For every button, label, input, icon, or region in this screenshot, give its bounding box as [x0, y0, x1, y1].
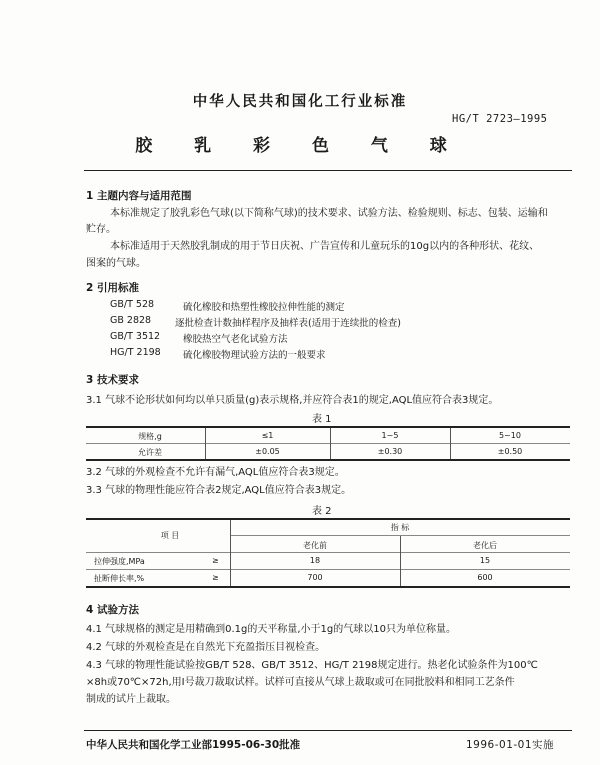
- table-1-bottom-rule: [86, 459, 570, 461]
- table-1-caption: 表 1: [312, 414, 332, 425]
- table-2-cell: 600: [477, 573, 493, 582]
- section-1-para-2-line-1: 本标准适用于天然胶乳制成的用于节日庆祝、广告宣传和儿童玩乐的10g以内的各种形状、花纹、: [110, 241, 540, 252]
- section-1-heading: 1 主题内容与适用范围: [86, 190, 192, 202]
- table-2-cell: 18: [309, 556, 321, 565]
- document-title: 胶 乳 彩 色 气 球: [135, 136, 465, 156]
- table-2-row-item: 拉伸强度,MPa: [94, 557, 145, 566]
- section-4-heading: 4 试验方法: [86, 604, 139, 616]
- table-2-row-rule: [86, 569, 570, 570]
- clause-3-2: 3.2 气球的外观检查不允许有漏气,AQL值应符合表3规定。: [86, 467, 345, 478]
- table-1-cell: ±0.50: [497, 447, 523, 456]
- ref-title: 逐批检查计数抽样程序及抽样表(适用于连续批的检查): [175, 318, 401, 329]
- table-2-index-header: 指 标: [390, 523, 410, 532]
- effective-date: 1996-01-01实施: [466, 739, 555, 751]
- section-1-para-1-line-2: 贮存。: [86, 224, 116, 235]
- footer-rule: [84, 730, 572, 731]
- ref-title: 硫化橡胶物理试验方法的一般要求: [183, 350, 326, 361]
- table-2-cell: 700: [307, 573, 323, 582]
- table-2-bottom-rule: [86, 586, 570, 588]
- clause-3-3: 3.3 气球的物理性能应符合表2规定,AQL值应符合表3规定。: [86, 485, 352, 496]
- header-rule: [84, 170, 572, 171]
- table-1-row-header: 规格,g: [138, 432, 162, 441]
- ref-code: GB/T 3512: [110, 331, 161, 342]
- clause-4-3-line-3: 制成的试片上裁取。: [86, 694, 176, 705]
- clause-4-3-line-2: ×8h或70℃×72h,用Ⅰ号裁刀裁取试样。试样可直接从气球上裁取或可在同批胶料和相同工艺条件: [86, 677, 515, 688]
- section-1-para-1-line-1: 本标准规定了胶乳彩色气球(以下简称气球)的技术要求、试验方法、检验规则、标志、包装、运输和: [110, 208, 548, 219]
- table-1-cell: ≤1: [261, 431, 274, 440]
- table-2-before-aging-header: 老化前: [303, 541, 327, 550]
- table-1-row-header: 允许差: [138, 448, 162, 457]
- table-2-row-item: 扯断伸长率,%: [94, 574, 145, 583]
- clause-4-3-line-1: 4.3 气球的物理性能试验按GB/T 528、GB/T 3512、HG/T 2198规定进行。热老化试验条件为100℃: [86, 660, 538, 671]
- table-1-cell: 5~10: [499, 431, 521, 440]
- section-2-heading: 2 引用标准: [86, 282, 139, 294]
- table-2-item-header: 项 目: [160, 531, 180, 540]
- clause-4-1: 4.1 气球规格的测定是用精确到0.1g的天平称量,小于1g的气球以10只为单位称量。: [86, 624, 456, 635]
- clause-4-2: 4.2 气球的外观检查是在自然光下充盈指压目视检查。: [86, 642, 326, 653]
- table-2-top-rule: [86, 518, 570, 520]
- section-3-heading: 3 技术要求: [86, 374, 139, 386]
- table-1-cell: ±0.30: [377, 447, 403, 456]
- ref-title: 橡胶热空气老化试验方法: [183, 334, 288, 345]
- table-2-cell: 15: [479, 556, 491, 565]
- table-1-cell: 1~5: [381, 431, 399, 440]
- ref-code: HG/T 2198: [110, 347, 161, 358]
- table-2-row-operator: ≥: [212, 556, 219, 565]
- ref-title: 硫化橡胶和热塑性橡胶拉伸性能的测定: [183, 302, 345, 313]
- table-2-caption: 表 2: [312, 506, 332, 517]
- table-2-after-aging-header: 老化后: [473, 541, 497, 550]
- standard-number: HG/T 2723—1995: [452, 113, 548, 125]
- issuing-organization: 中华人民共和国化工行业标准: [192, 94, 408, 110]
- table-2-row-operator: ≥: [212, 573, 219, 582]
- approval-line: 中华人民共和国化学工业部1995-06-30批准: [86, 739, 301, 751]
- clause-3-1: 3.1 气球不论形状如何均以单只质量(g)表示规格,并应符合表1的规定,AQL值应符合表3规定。: [86, 395, 499, 406]
- table-1-cell: ±0.05: [255, 447, 280, 456]
- ref-code: GB/T 528: [110, 299, 155, 310]
- table-1-top-rule: [86, 426, 570, 428]
- table-2-header-rule: [86, 552, 570, 553]
- table-1-mid-rule: [86, 443, 570, 444]
- ref-code: GB 2828: [110, 315, 152, 326]
- section-1-para-2-line-2: 图案的气球。: [86, 258, 146, 269]
